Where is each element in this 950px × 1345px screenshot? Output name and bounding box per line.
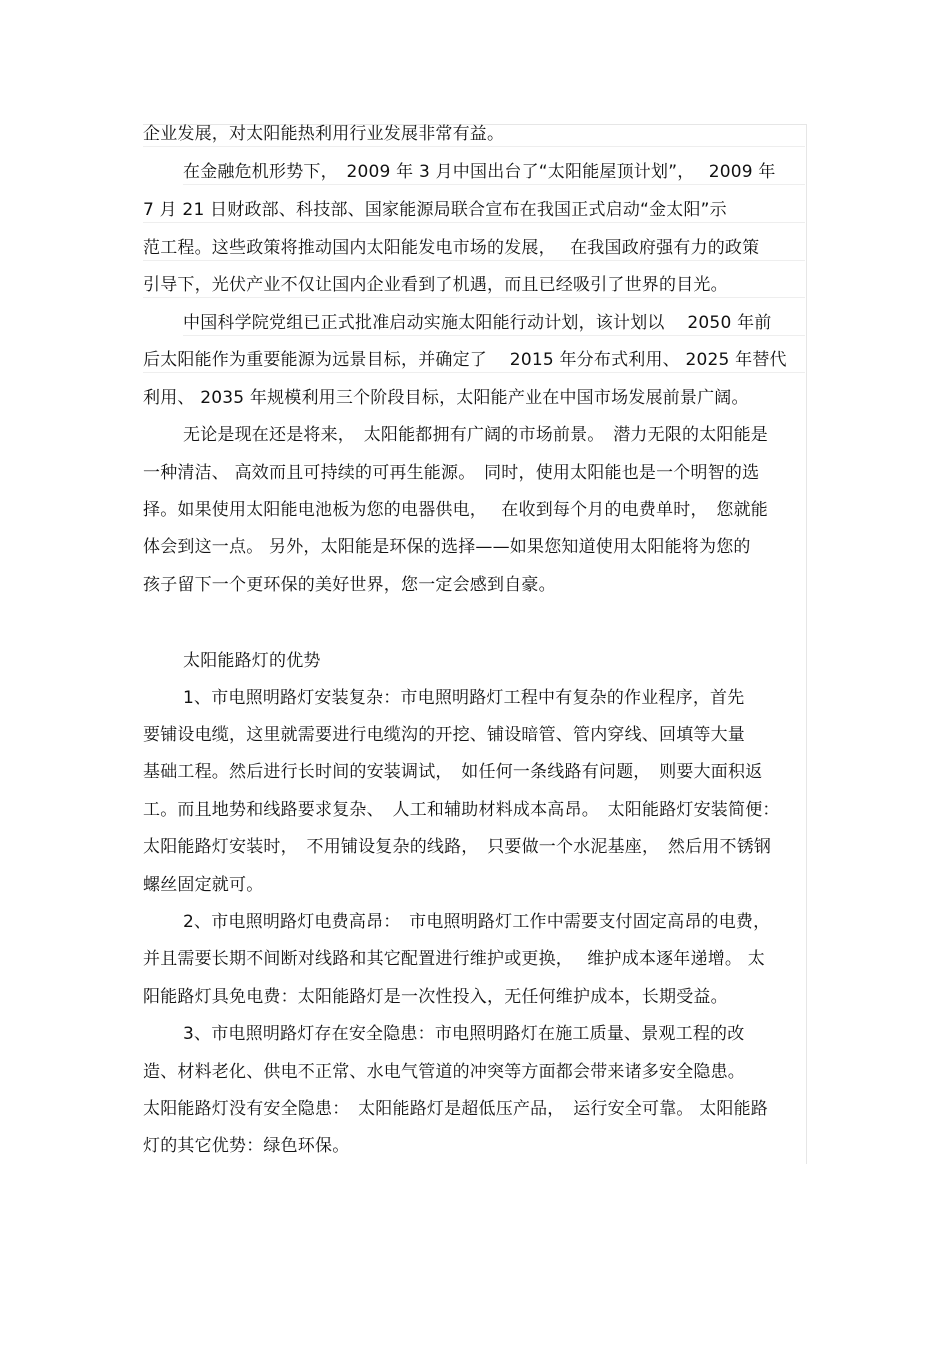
paragraph-line: 体会到这一点。 另外，太阳能是环保的选择——如果您知道使用太阳能将为您的 [143, 537, 751, 557]
paragraph-line: 择。如果使用太阳能电池板为您的电器供电， 在收到每个月的电费单时， 您就能 [143, 500, 769, 520]
paragraph-line: 无论是现在还是将来， 太阳能都拥有广阔的市场前景。 潜力无限的太阳能是 [183, 425, 768, 445]
paragraph-line: 太阳能路灯安装时， 不用铺设复杂的线路， 只要做一个水泥基座， 然后用不锈钢 [143, 837, 772, 857]
text-frame-right-border [806, 124, 807, 1164]
paragraph-line: 中国科学院党组已正式批准启动实施太阳能行动计划，该计划以 2050 年前 [183, 311, 805, 336]
paragraph-line: 螺丝固定就可。 [143, 875, 264, 895]
paragraph-line: 3、市电照明路灯存在安全隐患：市电照明路灯在施工质量、景观工程的改 [183, 1024, 745, 1044]
paragraph-line: 一种清洁、 高效而且可持续的可再生能源。 同时，使用太阳能也是一个明智的选 [143, 463, 760, 483]
paragraph-line: 后太阳能作为重要能源为远景目标，并确定了 2015 年分布式利用、 2025 年替代 [143, 348, 805, 373]
paragraph-line: 1、市电照明路灯安装复杂：市电照明路灯工程中有复杂的作业程序，首先 [183, 688, 745, 708]
paragraph-line: 要铺设电缆，这里就需要进行电缆沟的开挖、铺设暗管、管内穿线、回填等大量 [143, 725, 745, 745]
paragraph-line: 7 月 21 日财政部、科技部、国家能源局联合宣布在我国正式启动“金太阳”示 [143, 198, 805, 223]
paragraph-line: 阳能路灯具免电费：太阳能路灯是一次性投入，无任何维护成本，长期受益。 [143, 987, 728, 1007]
paragraph-line: 并且需要长期不间断对线路和其它配置进行维护或更换， 维护成本逐年递增。 太 [143, 949, 765, 969]
paragraph-line: 企业发展，对太阳能热利用行业发展非常有益。 [143, 122, 805, 147]
paragraph-line: 造、材料老化、供电不正常、水电气管道的冲突等方面都会带来诸多安全隐患。 [143, 1062, 745, 1082]
section-heading: 太阳能路灯的优势 [183, 651, 321, 671]
paragraph-line: 灯的其它优势：绿色环保。 [143, 1136, 350, 1156]
paragraph-line: 太阳能路灯没有安全隐患： 太阳能路灯是超低压产品， 运行安全可靠。 太阳能路 [143, 1099, 769, 1119]
paragraph-line: 2、市电照明路灯电费高昂： 市电照明路灯工作中需要支付固定高昂的电费， [183, 912, 771, 932]
paragraph-line: 孩子留下一个更环保的美好世界，您一定会感到自豪。 [143, 575, 556, 595]
paragraph-line: 基础工程。然后进行长时间的安装调试， 如任何一条线路有问题， 则要大面积返 [143, 762, 763, 782]
paragraph-line: 范工程。这些政策将推动国内太阳能发电市场的发展， 在我国政府强有力的政策 [143, 236, 805, 261]
paragraph-line: 利用、 2035 年规模利用三个阶段目标，太阳能产业在中国市场发展前景广阔。 [143, 388, 749, 408]
paragraph-line: 在金融危机形势下， 2009 年 3 月中国出台了“太阳能屋顶计划”， 2009 年 [183, 160, 805, 185]
paragraph-line: 工。而且地势和线路要求复杂、 人工和辅助材料成本高昂。 太阳能路灯安装简便： [143, 800, 780, 820]
paragraph-line: 引导下，光伏产业不仅让国内企业看到了机遇，而且已经吸引了世界的目光。 [143, 273, 805, 298]
